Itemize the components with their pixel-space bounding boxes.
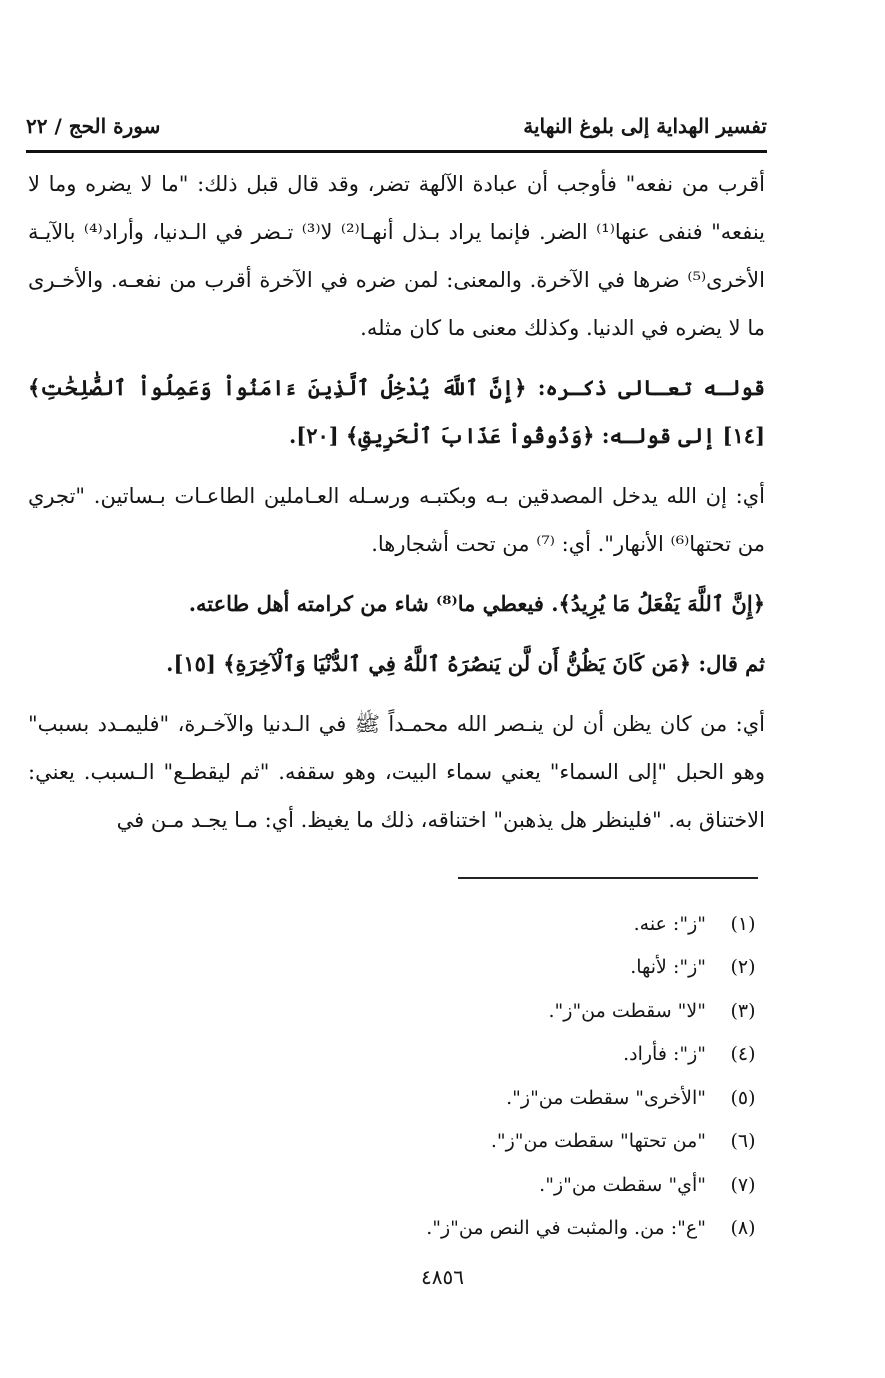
footnote-item: [340, 1076, 760, 1120]
paragraph-1: أقرب من نفعه" فأوجب أن عبادة الآلهة تضر، وقد قال قبل ذلك: "ما لا يضره وما لا ينفعه" فنفى عنها⁽¹⁾ الضر. فإنما يراد بـذل أنهـا⁽²⁾ لا⁽³⁾ تـضر في الـدنيا، وأراد⁽⁴⁾ بالآيـة الأخرى⁽⁵⁾ ضرها في الآخرة. والمعنى: لمن ضره في الآخرة أقرب من نفعـه. والأخـرى ما لا يضره في الدنيا. وكذلك معنى ما كان مثله.: [28, 172, 765, 340]
footnote-item: [340, 1033, 760, 1077]
header-divider: [26, 150, 767, 153]
footnote-number: (٦): [730, 1130, 756, 1153]
paragraph-2-verse: قولـه تعـالى ذكـره: ﴿إِنَّ ٱللَّهَ يُدْخِلُ ٱلَّذِينَ ءَامَنُواْ وَعَمِلُواْ ٱلصَّٰلِحَٰتِ﴾ [١٤] إلى قولـه: ﴿وَذُوقُواْ عَذَابَ ٱلْحَرِيقِ﴾ [٢٠].: [28, 375, 765, 448]
footnote-text: "من تحتها" سقطت من"ز".: [490, 1130, 706, 1153]
footnote-text: "ز": فأراد.: [623, 1043, 706, 1066]
footnote-text: "ع": من. والمثبت في النص من"ز".: [426, 1217, 706, 1240]
footnote-item: [340, 1120, 760, 1164]
page-number: ٤٨٥٦: [421, 1265, 464, 1289]
footnote-item: [340, 1163, 760, 1207]
book-title: تفسير الهداية إلى بلوغ النهاية: [523, 114, 767, 138]
footnote-number: (٢): [730, 956, 756, 979]
footnote-number: (٨): [730, 1217, 756, 1240]
footnote-text: "الأخرى" سقطت من"ز".: [506, 1086, 706, 1109]
footnote-text: "ز": عنه.: [633, 912, 706, 935]
footnote-number: (٧): [730, 1173, 756, 1196]
paragraph-5-verse: ثم قال: ﴿مَن كَانَ يَظُنُّ أَن لَّن يَنصُرَهُ ٱللَّهُ فِي ٱلدُّنْيَا وَٱلْآخِرَةِ﴾ [١٥].: [166, 651, 765, 676]
footnote-item: [340, 989, 760, 1033]
footnote-divider: [458, 877, 758, 879]
footnote-item: [340, 946, 760, 990]
footnote-text: "ز": لأنها.: [630, 956, 706, 979]
footnote-number: (٥): [730, 1086, 756, 1109]
paragraph-4-verse: ﴿إِنَّ ٱللَّهَ يَفْعَلُ مَا يُرِيدُ﴾. فيعطي ما⁽⁸⁾ شاء من كرامته أهل طاعته.: [188, 591, 765, 616]
running-header: [26, 108, 767, 152]
footnote-number: (١): [730, 912, 756, 935]
footnote-text: "أي" سقطت من"ز".: [539, 1173, 706, 1196]
footnotes: [340, 902, 760, 1250]
footnote-number: (٤): [730, 1043, 756, 1066]
footnote-text: "لا" سقطت من"ز".: [548, 999, 706, 1022]
surah-reference: سورة الحج / ٢٢: [26, 114, 161, 138]
footnote-item: [340, 1207, 760, 1251]
footnote-item: [340, 902, 760, 946]
footnote-number: (٣): [730, 999, 756, 1022]
main-text: [28, 160, 765, 856]
paragraph-6: أي: من كان يظن أن لن ينـصر الله محمـداً ﷺ في الـدنيا والآخـرة، "فليمـدد بسبب" وهو الحبل "إلى السماء" يعني سماء البيت، وهو سقفه. "ثم ليقطـع" الـسبب. يعني: الاختناق به. "فلينظر هل يذهبن" اختناقه، ذلك ما يغيظ. أي: مـا يجـد مـن في: [28, 712, 765, 832]
paragraph-3: أي: إن الله يدخل المصدقين بـه وبكتبـه ورسـله العـاملين الطاعـات بـساتين. "تجري من تحتها⁽⁶⁾ الأنهار". أي: ⁽⁷⁾ من تحت أشجارها.: [28, 484, 765, 556]
